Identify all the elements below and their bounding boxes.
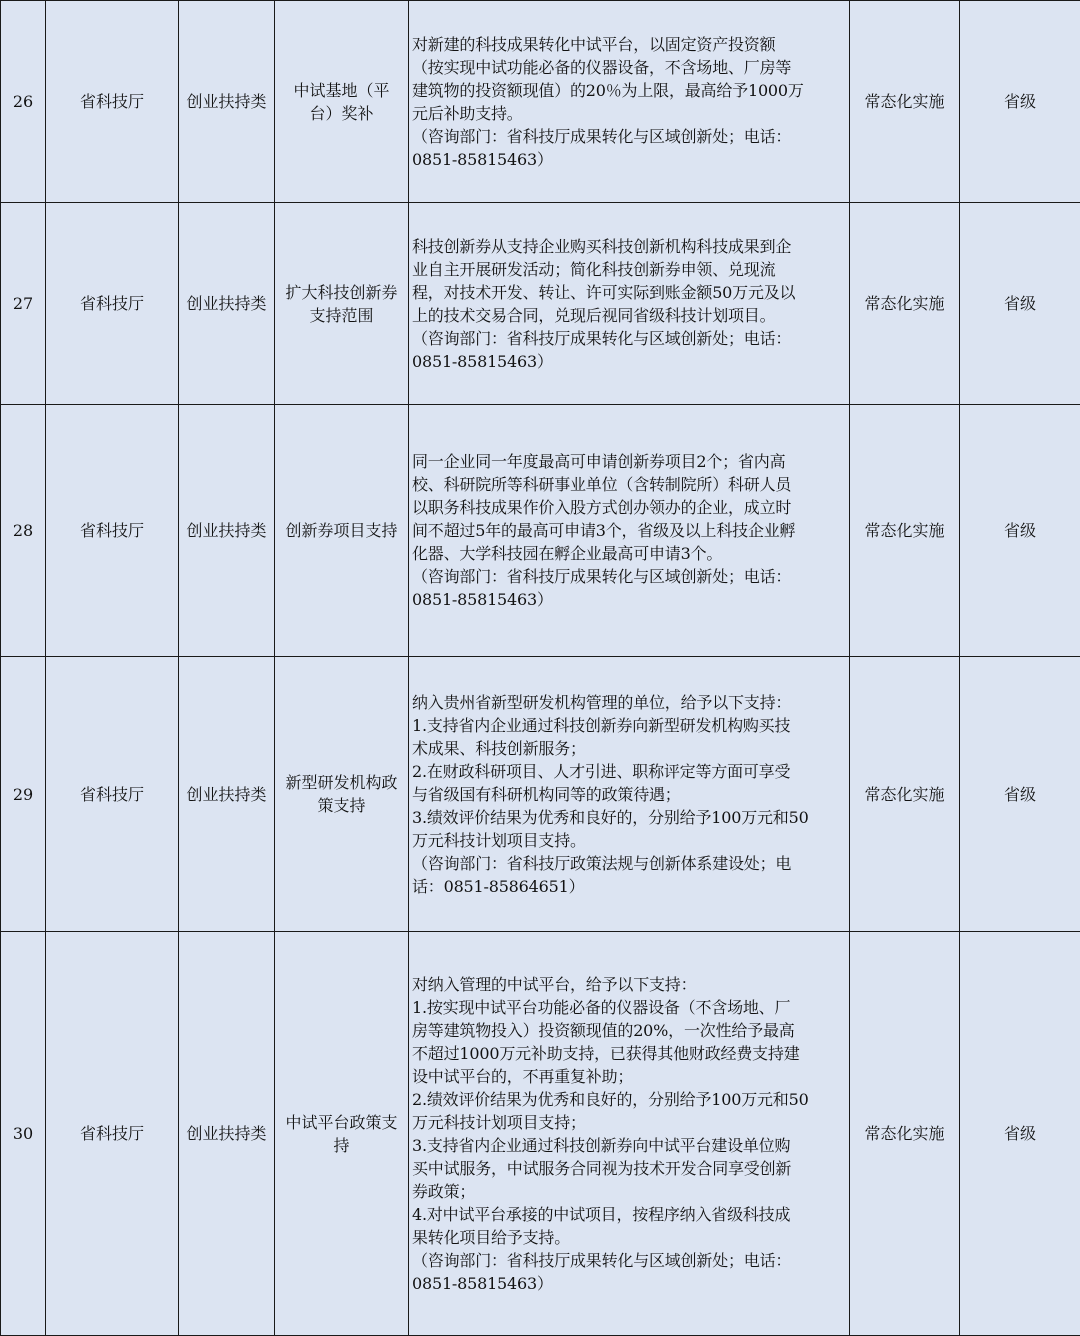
policy-detail-cell bbox=[409, 657, 850, 932]
policy-detail-line: 3.支持省内企业通过科技创新券向中试平台建设单位购 bbox=[412, 1134, 845, 1157]
policy-detail-line: （咨询部门：省科技厅政策法规与创新体系建设处；电 bbox=[412, 852, 845, 875]
category-cell: 创业扶持类 bbox=[179, 1, 275, 203]
level-cell: 省级 bbox=[960, 932, 1080, 1336]
row-number-cell: 28 bbox=[1, 405, 46, 657]
policy-detail-line: 以职务科技成果作价入股方式创办领办的企业，成立时 bbox=[412, 496, 845, 519]
status-cell: 常态化实施 bbox=[850, 1, 960, 203]
level-cell: 省级 bbox=[960, 405, 1080, 657]
policy-detail-line: 校、科研院所等科研事业单位（含转制院所）科研人员 bbox=[412, 473, 845, 496]
policy-name-cell bbox=[275, 657, 409, 932]
policy-detail-line: （按实现中试功能必备的仪器设备，不含场地、厂房等 bbox=[412, 56, 845, 79]
policy-detail-line: 万元科技计划项目支持； bbox=[412, 1111, 845, 1134]
level-cell: 省级 bbox=[960, 657, 1080, 932]
department-cell: 省科技厅 bbox=[46, 932, 179, 1336]
policy-detail-line: 对纳入管理的中试平台，给予以下支持： bbox=[412, 973, 845, 996]
status-cell: 常态化实施 bbox=[850, 203, 960, 405]
policy-detail-cell bbox=[409, 932, 850, 1336]
category-cell: 创业扶持类 bbox=[179, 203, 275, 405]
policy-detail-line: 科技创新券从支持企业购买科技创新机构科技成果到企 bbox=[412, 235, 845, 258]
policy-name-line: 新型研发机构政 bbox=[277, 771, 406, 794]
category-cell: 创业扶持类 bbox=[179, 932, 275, 1336]
policy-detail-cell bbox=[409, 203, 850, 405]
policy-detail-line: 设中试平台的，不再重复补助； bbox=[412, 1065, 845, 1088]
policy-detail-line: 不超过1000万元补助支持，已获得其他财政经费支持建 bbox=[412, 1042, 845, 1065]
policy-detail-line: 程，对技术开发、转让、许可实际到账金额50万元及以 bbox=[412, 281, 845, 304]
policy-detail-line: 0851-85815463） bbox=[412, 588, 845, 611]
policy-detail-line: 1.支持省内企业通过科技创新券向新型研发机构购买技 bbox=[412, 714, 845, 737]
department-cell: 省科技厅 bbox=[46, 657, 179, 932]
policy-detail-line: 房等建筑物投入）投资额现值的20%，一次性给予最高 bbox=[412, 1019, 845, 1042]
policy-detail-line: 话：0851-85864651） bbox=[412, 875, 845, 898]
policy-detail-line: 3.绩效评价结果为优秀和良好的，分别给予100万元和50 bbox=[412, 806, 845, 829]
status-cell: 常态化实施 bbox=[850, 932, 960, 1336]
row-number-cell: 27 bbox=[1, 203, 46, 405]
policy-name-line: 中试平台政策支 bbox=[277, 1111, 406, 1134]
table-row bbox=[1, 203, 1080, 405]
policy-detail-line: 0851-85815463） bbox=[412, 148, 845, 171]
policy-detail-line: 元后补助支持。 bbox=[412, 102, 845, 125]
policy-detail-line: 与省级国有科研机构同等的政策待遇； bbox=[412, 783, 845, 806]
policy-detail-line: 买中试服务，中试服务合同视为技术开发合同享受创新 bbox=[412, 1157, 845, 1180]
policy-detail-line: 同一企业同一年度最高可申请创新券项目2个；省内高 bbox=[412, 450, 845, 473]
table-row bbox=[1, 657, 1080, 932]
category-cell: 创业扶持类 bbox=[179, 405, 275, 657]
table-row bbox=[1, 405, 1080, 657]
policy-name-cell bbox=[275, 1, 409, 203]
row-number-cell: 26 bbox=[1, 1, 46, 203]
policy-detail-line: 对新建的科技成果转化中试平台，以固定资产投资额 bbox=[412, 33, 845, 56]
policy-name-line: 扩大科技创新券 bbox=[277, 281, 406, 304]
policy-name-line: 台）奖补 bbox=[277, 102, 406, 125]
policy-detail-line: 业自主开展研发活动；简化科技创新券申领、兑现流 bbox=[412, 258, 845, 281]
table-row bbox=[1, 932, 1080, 1336]
policy-name-cell bbox=[275, 203, 409, 405]
policy-name-line: 策支持 bbox=[277, 794, 406, 817]
policy-detail-line: 化器、大学科技园在孵企业最高可申请3个。 bbox=[412, 542, 845, 565]
policy-detail-cell bbox=[409, 1, 850, 203]
policy-name-cell bbox=[275, 932, 409, 1336]
policy-name-line: 持 bbox=[277, 1134, 406, 1157]
row-number-cell: 29 bbox=[1, 657, 46, 932]
policy-detail-line: （咨询部门：省科技厅成果转化与区域创新处；电话： bbox=[412, 565, 845, 588]
policy-detail-line: 0851-85815463） bbox=[412, 1272, 845, 1295]
policy-detail-line: 万元科技计划项目支持。 bbox=[412, 829, 845, 852]
policy-detail-line: 2.在财政科研项目、人才引进、职称评定等方面可享受 bbox=[412, 760, 845, 783]
policy-detail-line: （咨询部门：省科技厅成果转化与区域创新处；电话： bbox=[412, 327, 845, 350]
policy-detail-line: 券政策； bbox=[412, 1180, 845, 1203]
policy-detail-line: 间不超过5年的最高可申请3个，省级及以上科技企业孵 bbox=[412, 519, 845, 542]
status-cell: 常态化实施 bbox=[850, 405, 960, 657]
department-cell: 省科技厅 bbox=[46, 203, 179, 405]
table-body bbox=[1, 1, 1080, 1336]
policy-detail-line: 术成果、科技创新服务； bbox=[412, 737, 845, 760]
department-cell: 省科技厅 bbox=[46, 405, 179, 657]
policy-name-line: 中试基地（平 bbox=[277, 79, 406, 102]
policy-detail-line: 上的技术交易合同，兑现后视同省级科技计划项目。 bbox=[412, 304, 845, 327]
policy-detail-line: 纳入贵州省新型研发机构管理的单位，给予以下支持： bbox=[412, 691, 845, 714]
policy-detail-cell bbox=[409, 405, 850, 657]
status-cell: 常态化实施 bbox=[850, 657, 960, 932]
level-cell: 省级 bbox=[960, 203, 1080, 405]
policy-name-line: 支持范围 bbox=[277, 304, 406, 327]
policy-detail-line: （咨询部门：省科技厅成果转化与区域创新处；电话： bbox=[412, 125, 845, 148]
policy-name-line: 创新券项目支持 bbox=[277, 519, 406, 542]
policy-name-cell bbox=[275, 405, 409, 657]
policy-detail-line: 建筑物的投资额现值）的20％为上限，最高给予1000万 bbox=[412, 79, 845, 102]
category-cell: 创业扶持类 bbox=[179, 657, 275, 932]
policy-detail-line: （咨询部门：省科技厅成果转化与区域创新处；电话： bbox=[412, 1249, 845, 1272]
policy-detail-line: 果转化项目给予支持。 bbox=[412, 1226, 845, 1249]
policy-detail-line: 1.按实现中试平台功能必备的仪器设备（不含场地、厂 bbox=[412, 996, 845, 1019]
policy-detail-line: 4.对中试平台承接的中试项目，按程序纳入省级科技成 bbox=[412, 1203, 845, 1226]
table-row bbox=[1, 1, 1080, 203]
department-cell: 省科技厅 bbox=[46, 1, 179, 203]
level-cell: 省级 bbox=[960, 1, 1080, 203]
policy-detail-line: 0851-85815463） bbox=[412, 350, 845, 373]
policy-detail-line: 2.绩效评价结果为优秀和良好的，分别给予100万元和50 bbox=[412, 1088, 845, 1111]
row-number-cell: 30 bbox=[1, 932, 46, 1336]
